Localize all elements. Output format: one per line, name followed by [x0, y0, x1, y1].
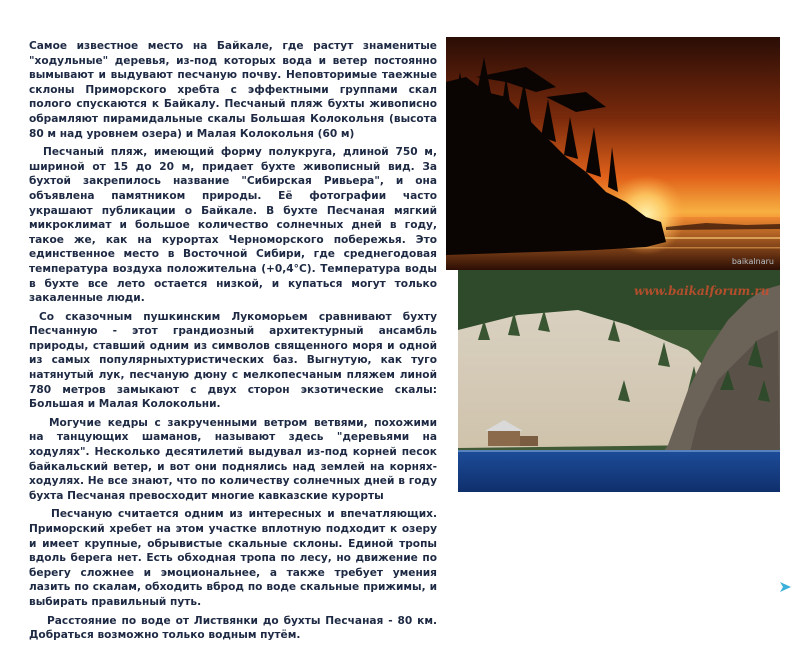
beach-illustration	[458, 270, 780, 492]
next-slide-button[interactable]	[778, 579, 794, 595]
paragraph-3: Со сказочным пушкинским Лукоморьем сравнивают бухту Песчанную - этот грандиозный архитектурный ансамбль природы, ставший одним из символов священного моря и одной из самых популярныхтуристических баз. Выгнутую, как туго натянутый лук, песчаную дюну с мелкопесчаным пляжем линой 780 метров замыкают с двух сторон экзотические скалы: Большая и Малая Колокольни.	[29, 310, 437, 411]
paragraph-4: Могучие кедры с закрученными ветром ветвями, похожими на танцующих шаманов, называют здесь "деревьями на ходулях". Несколько десятилетий выдувал из-под корней песок байкальский ветер, и вот они поднялись над землей на корнях-ходулях. Не все знают, что по количеству солнечных дней в году бухта Песчаная превосходит многие кавказские курорты	[29, 416, 437, 502]
paragraph-5: Песчаную считается одним из интересных и впечатляющих. Приморский хребет на этом участке вплотную подходит к озеру и имеет крупные, обрывистые скальные склоны. Единой тропы вдоль берега нет. Есть обходная тропа по лесу, но движение по берегу сложнее и эмоциональнее, а также требует умения лазить по скалам, обходить вброд по воде скальные прижимы, и выбирать правильный путь.	[29, 508, 437, 608]
paragraph-2: Песчаный пляж, имеющий форму полукруга, длиной 750 м, шириной от 15 до 20 м, придает бухте живописный вид. За бухтой закрепилось название "Сибирская Ривьера", и она объявлена памятником природы. Её фотографии часто украшают публикации о Байкале. В бухте Песчаная мягкий микроклимат и большое количество солнечных дней в году, такое же, как на курортах Черноморского побережья. Это единственное место в Восточной Сибири, где среднегодовая температура воздуха положительна (+0,4°C). Температура воды в бухте все лето остается низкой, и купаться могут только закаленные люди.	[29, 146, 437, 305]
photo-watermark: baikalnaru	[731, 257, 774, 266]
article-text	[29, 39, 437, 647]
sunset-photo	[446, 37, 780, 270]
beach-photo	[458, 270, 780, 492]
paragraph-6: Расстояние по воде от Листвянки до бухты Песчаная - 80 км. Добраться возможно только водным путём.	[29, 614, 437, 642]
next-arrow-icon	[778, 579, 794, 595]
photo-watermark-url: www.baikalforum.ru	[634, 284, 770, 298]
paragraph-1: Самое известное место на Байкале, где растут знаменитые "ходульные" деревья, из-под которых вода и ветер постоянно вымывают и выдувают песчаную почву. Неповторимые таежные склоны Приморского хребта с эффектными группами скал полого спускаются к Байкалу. Песчаный пляж бухты живописно обрамляют пирамидальные скалы Большая Колокольня (высота 80 м над уровнем озера) и Малая Колокольня (60 м)	[29, 40, 437, 140]
sunset-illustration	[446, 37, 780, 270]
